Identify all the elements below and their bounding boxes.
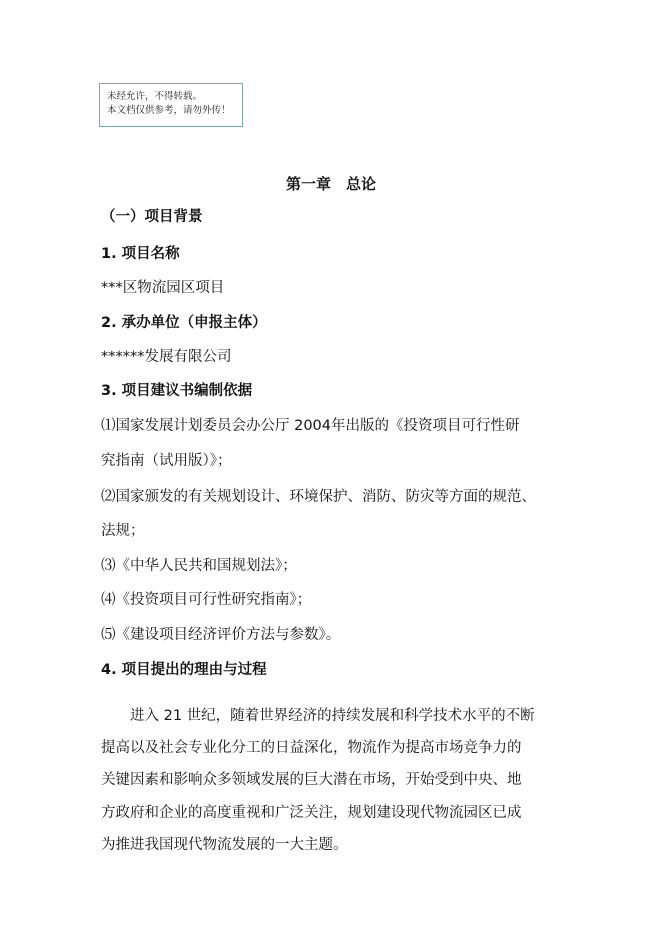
section-heading: （一）项目背景: [101, 209, 203, 225]
paragraph-line: 为推进我国现代物流发展的一大主题。: [101, 836, 348, 853]
basis-2-line-1: ⑵国家颁发的有关规划设计、环境保护、消防、防灾等方面的规范、: [101, 489, 536, 505]
basis-5: ⑸《建设项目经济评价方法与参数》。: [101, 627, 341, 643]
item-2-value: ******发展有限公司: [101, 349, 232, 365]
paragraph-line: 进入 21 世纪，随着世界经济的持续发展和科学技术水平的不断: [130, 708, 535, 724]
paragraph-line: 方政府和企业的高度重视和广泛关注，规划建设现代物流园区已成: [101, 804, 522, 821]
basis-4: ⑷《投资项目可行性研究指南》；: [101, 592, 312, 608]
notice-line-1: 未经允许，不得转载。: [107, 91, 203, 102]
item-1-title: 1. 项目名称: [101, 246, 180, 262]
basis-1-line-2: 究指南（试用版）》；: [101, 453, 232, 469]
chapter-title: 第一章 总论: [285, 175, 376, 193]
item-2-title: 2. 承办单位（申报主体）: [101, 315, 267, 331]
item-4-title: 4. 项目提出的理由与过程: [101, 662, 267, 678]
paragraph-line: 关键因素和影响众多领域发展的巨大潜在市场，开始受到中央、地: [101, 772, 522, 789]
body-paragraph: [101, 700, 571, 861]
item-3-title: 3. 项目建议书编制依据: [101, 383, 253, 399]
notice-line-2: 本文档仅供参考，请勿外传！: [107, 105, 231, 116]
basis-3: ⑶《中华人民共和国规划法》；: [101, 558, 297, 574]
basis-2-line-2: 法规；: [101, 523, 145, 539]
item-1-value: ***区物流园区项目: [101, 280, 225, 296]
basis-1-line-1: ⑴国家发展计划委员会办公厅 2004年出版的《投资项目可行性研: [101, 418, 520, 434]
paragraph-line: 提高以及社会专业化分工的日益深化，物流作为提高市场竞争力的: [101, 740, 522, 757]
notice-box: [99, 83, 243, 127]
